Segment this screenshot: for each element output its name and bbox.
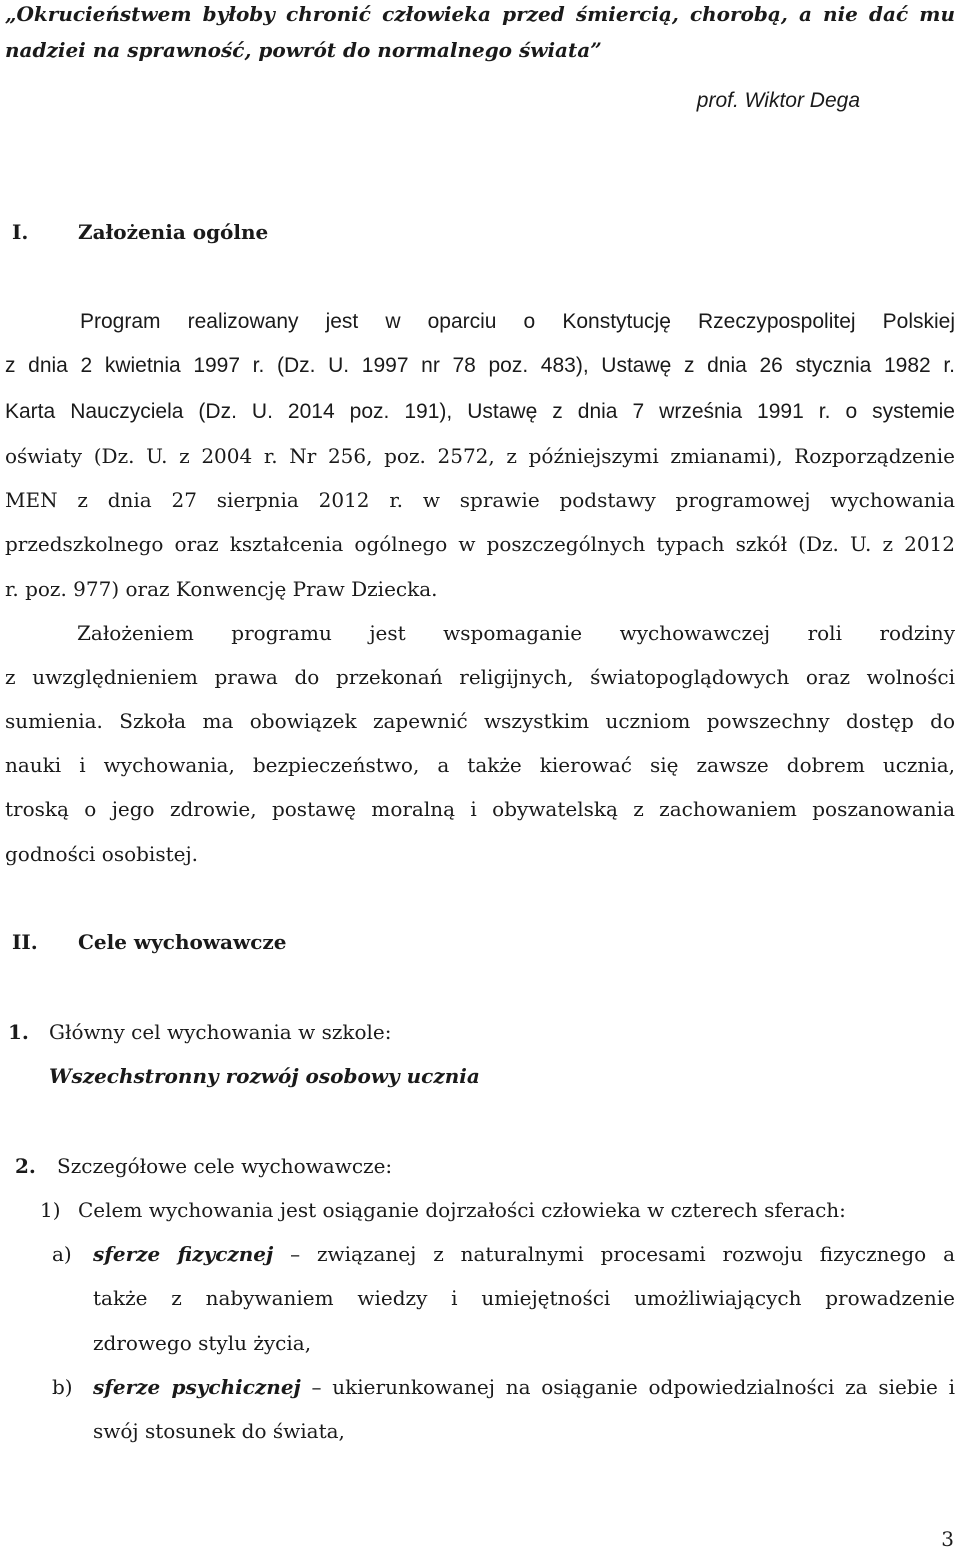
item-2-number: 2.	[15, 1154, 36, 1178]
item-a-line-1	[93, 1240, 955, 1268]
item-b-line-2: swój stosunek do świata,	[93, 1419, 345, 1443]
paragraph-2-line-5: troską o jego zdrowie, postawę moralną i obywatelską z zachowaniem poszanowania	[5, 797, 955, 821]
paragraph-1-line-4: oświaty (Dz. U. z 2004 r. Nr 256, poz. 2572, z późniejszymi zmianami), Rozporządzenie	[5, 444, 955, 468]
item-a-line-2: także z nabywaniem wiedzy i umiejętności umożliwiających prowadzenie	[93, 1286, 955, 1310]
item-1-label: Główny cel wychowania w szkole:	[49, 1020, 392, 1044]
main-goal: Wszechstronny rozwój osobowy ucznia	[49, 1064, 480, 1088]
motto-line-2: nadziei na sprawność, powrót do normalnego świata”	[5, 38, 602, 62]
item-b-text-1: – ukierunkowanej na osiąganie odpowiedzialności za siebie i	[311, 1375, 955, 1399]
item-b-line-1	[93, 1373, 955, 1401]
paragraph-1-line-2: z dnia 2 kwietnia 1997 r. (Dz. U. 1997 nr 78 poz. 483), Ustawę z dnia 26 stycznia 1982 r.	[5, 354, 955, 377]
subitem-1-text: Celem wychowania jest osiąganie dojrzałości człowieka w czterech sferach:	[78, 1198, 846, 1222]
paragraph-1-line-5: MEN z dnia 27 sierpnia 2012 r. w sprawie podstawy programowej wychowania	[5, 488, 955, 512]
item-a-term: sferze fizycznej	[93, 1242, 274, 1266]
section-1-number: I.	[12, 220, 29, 244]
list-letter-b: b)	[52, 1375, 73, 1399]
section-1-title: Założenia ogólne	[78, 220, 269, 244]
list-letter-a: a)	[52, 1242, 72, 1266]
item-1-number: 1.	[8, 1020, 29, 1044]
item-a-line-3: zdrowego stylu życia,	[93, 1331, 312, 1355]
paragraph-2-line-6: godności osobistej.	[5, 842, 199, 866]
section-2-number: II.	[12, 930, 38, 954]
item-a-text-1: – związanej z naturalnymi procesami rozwoju fizycznego a	[290, 1242, 956, 1266]
paragraph-2-line-3: sumienia. Szkoła ma obowiązek zapewnić wszystkim uczniom powszechny dostęp do	[5, 709, 955, 733]
section-2-title: Cele wychowawcze	[78, 930, 287, 954]
motto-author: prof. Wiktor Dega	[696, 89, 860, 112]
item-1	[8, 1018, 958, 1046]
paragraph-2-line-4: nauki i wychowania, bezpieczeństwo, a także kierować się zawsze dobrem ucznia,	[5, 753, 955, 777]
item-2	[15, 1152, 960, 1180]
page-number: 3	[941, 1527, 954, 1551]
subitem-1-number: 1)	[40, 1198, 61, 1222]
section-2-heading	[12, 928, 960, 956]
paragraph-1-line-7: r. poz. 977) oraz Konwencję Praw Dziecka.	[5, 577, 438, 601]
motto-line-1: „Okrucieństwem byłoby chronić człowieka przed śmiercią, chorobą, a nie dać mu	[5, 2, 955, 26]
item-b-term: sferze psychicznej	[93, 1375, 301, 1399]
paragraph-1-line-3: Karta Nauczyciela (Dz. U. 2014 poz. 191), Ustawę z dnia 7 września 1991 r. o systemie	[5, 400, 955, 423]
paragraph-1-line-6: przedszkolnego oraz kształcenia ogólnego w poszczególnych typach szkół (Dz. U. z 2012	[5, 532, 955, 556]
subitem-1	[40, 1196, 960, 1224]
item-2-label: Szczegółowe cele wychowawcze:	[57, 1154, 393, 1178]
paragraph-1-line-1: Program realizowany jest w oparciu o Konstytucję Rzeczypospolitej Polskiej	[80, 310, 955, 333]
section-1-heading	[12, 218, 960, 246]
paragraph-2-line-1: Założeniem programu jest wspomaganie wychowawczej roli rodziny	[77, 621, 955, 645]
paragraph-2-line-2: z uwzględnieniem prawa do przekonań religijnych, światopoglądowych oraz wolności	[5, 665, 955, 689]
